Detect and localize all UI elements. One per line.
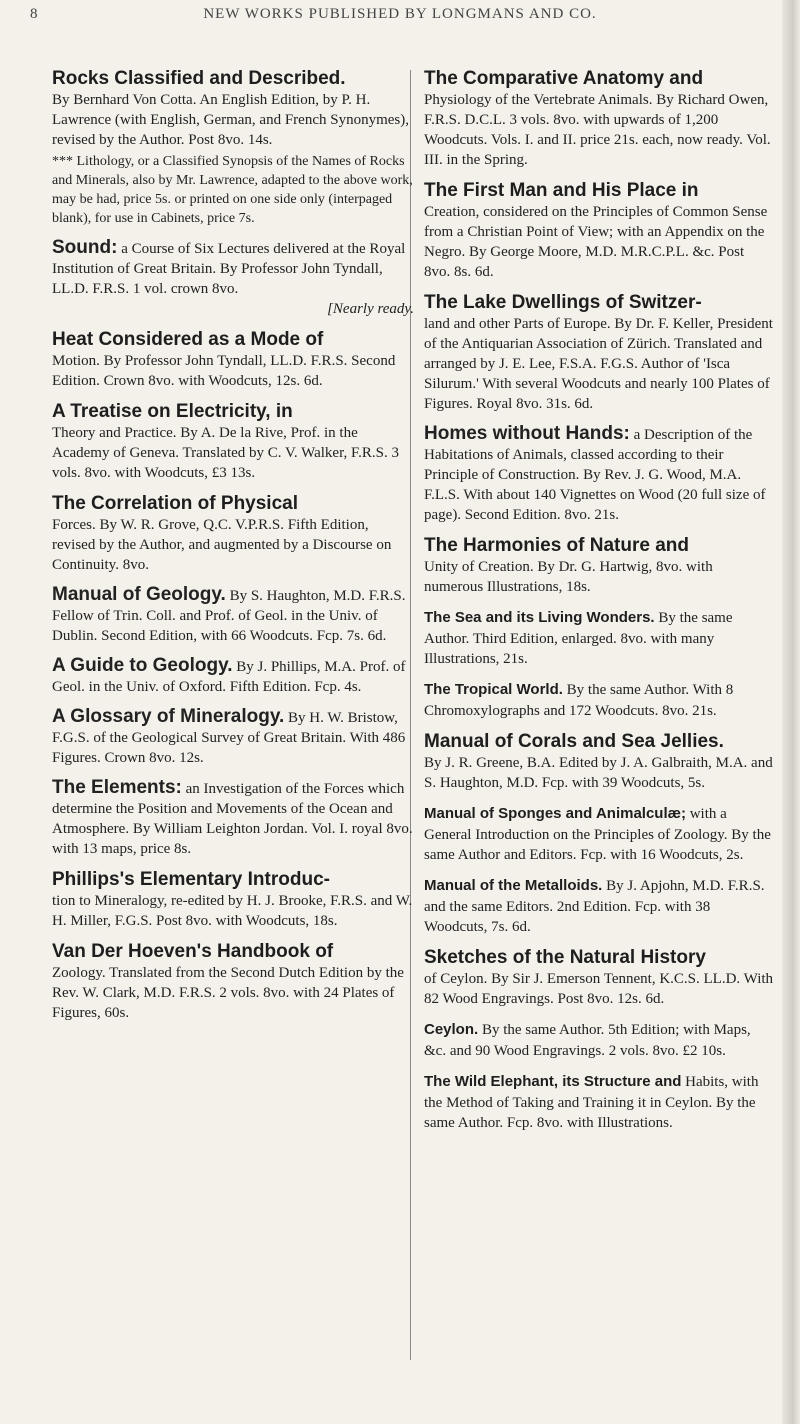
book-entry — [424, 875, 774, 937]
book-title: Phillips's Elementary Introduc- — [52, 869, 330, 890]
book-description: tion to Mineralogy, re-edited by H. J. Brooke, F.R.S. and W. H. Miller, F.G.S. Post 8vo. with Woodcuts, 18s. — [52, 893, 413, 929]
book-title: Homes without Hands: — [424, 423, 630, 444]
running-title: NEW WORKS PUBLISHED BY LONGMANS AND CO. — [203, 6, 597, 22]
book-title: Manual of Corals and Sea Jellies. — [424, 731, 724, 752]
book-description: By J. Phillips, M.A. Prof. of Geol. in the Univ. of Oxford. Fifth Edition. Fcp. 4s. — [52, 659, 406, 695]
book-title: A Guide to Geology. — [52, 655, 233, 676]
book-entry — [424, 292, 774, 414]
book-description: a Description of the Habitations of Animals, classed according to their Principle of Construction. By Rev. J. G. Wood, M.A. F.L.S. With about 140 Vignettes on Wood (20 full size of page). Second Edition. 8vo. 21s. — [424, 427, 766, 523]
book-title: Van Der Hoeven's Handbook of — [52, 941, 334, 962]
book-description: By Bernhard Von Cotta. An English Edition, by P. H. Lawrence (with English, German, and French Synonymes), revised by the Author. Post 8vo. 14s. — [52, 92, 409, 148]
book-entry — [424, 535, 774, 597]
book-description: By J. Apjohn, M.D. F.R.S. and the same Editors. 2nd Edition. Fcp. with 38 Woodcuts, 7s. 6d. — [424, 878, 765, 935]
book-title: Heat Considered as a Mode of — [52, 329, 324, 350]
book-description: a Course of Six Lectures delivered at the Royal Institution of Great Britain. By Professor John Tyndall, LL.D. F.R.S. 1 vol. crown 8vo. — [52, 241, 406, 297]
book-entry — [52, 401, 414, 483]
book-description: land and other Parts of Europe. By Dr. F. Keller, President of the Antiquarian Association of Zürich. Translated and arranged by J. E. Lee, F.S.A. F.G.S. Author of 'Isca Silurum.' With several Woodcuts and nearly 100 Plates of Figures. Royal 8vo. 31s. 6d. — [424, 316, 773, 412]
book-title: A Treatise on Electricity, in — [52, 401, 293, 422]
book-description: Habits, with the Method of Taking and Training it in Ceylon. By the same Author. Fcp. 8vo. with Illustrations. — [424, 1074, 759, 1131]
book-entry — [424, 803, 774, 865]
book-title: The Comparative Anatomy and — [424, 68, 704, 89]
book-entry — [424, 180, 774, 282]
book-description: Theory and Practice. By A. De la Rive, Prof. in the Academy of Geneva. Translated by C. V. Walker, F.R.S. 3 vols. 8vo. with Woodcuts, £3 13s. — [52, 425, 399, 481]
book-title: Manual of the Metalloids. — [424, 877, 603, 894]
book-entry — [424, 607, 774, 669]
book-entry — [52, 238, 414, 319]
book-entry — [52, 707, 414, 768]
book-entry — [52, 493, 414, 575]
book-title: The Lake Dwellings of Switzer- — [424, 292, 702, 313]
book-entry — [424, 68, 774, 170]
book-entry — [52, 869, 414, 931]
page-edge — [782, 0, 800, 1424]
book-entry — [424, 679, 774, 721]
book-description: By J. R. Greene, B.A. Edited by J. A. Galbraith, M.A. and S. Haughton, M.D. Fcp. with 39 Woodcuts, 5s. — [424, 755, 773, 791]
book-title: The Correlation of Physical — [52, 493, 298, 514]
page-number: 8 — [30, 6, 39, 22]
book-description: Unity of Creation. By Dr. G. Hartwig, 8vo. with numerous Illustrations, 18s. — [424, 559, 713, 595]
book-title: The Harmonies of Nature and — [424, 535, 689, 556]
book-description: of Ceylon. By Sir J. Emerson Tennent, K.C.S. LL.D. With 82 Wood Engravings. Post 8vo. 12s. 6d. — [424, 971, 774, 1007]
book-note: *** Lithology, or a Classified Synopsis of the Names of Rocks and Minerals, also by Mr. Lawrence, adapted to the above work, may be had, price 5s. or printed on one side only (interpaged blank), for use in Cabinets, price 7s. — [52, 154, 413, 226]
book-description: Motion. By Professor John Tyndall, LL.D. F.R.S. Second Edition. Crown 8vo. with Woodcuts, 12s. 6d. — [52, 353, 396, 389]
book-description: By H. W. Bristow, F.G.S. of the Geological Survey of Great Britain. With 486 Figures. Crown 8vo. 12s. — [52, 710, 406, 766]
book-title: Rocks Classified and Described. — [52, 68, 346, 89]
book-entry — [424, 731, 774, 793]
book-description: an Investigation of the Forces which determine the Position and Movements of the Ocean and Atmosphere. By William Leighton Jordan. Vol. I. royal 8vo. with 13 maps, price 8s. — [52, 781, 413, 857]
book-entry — [424, 947, 774, 1009]
book-title: The Tropical World. — [424, 681, 563, 698]
page-header — [30, 6, 770, 26]
book-description: By the same Author. 5th Edition; with Maps, &c. and 90 Wood Engravings. 2 vols. 8vo. £2 10s. — [424, 1022, 751, 1059]
book-entry — [52, 68, 414, 228]
book-entry — [52, 585, 414, 646]
book-title: Sound: — [52, 237, 118, 258]
availability-note: [Nearly ready. — [327, 301, 414, 317]
book-entry — [424, 1071, 774, 1133]
book-title: The First Man and His Place in — [424, 180, 699, 201]
book-title: Ceylon. — [424, 1021, 479, 1038]
book-title: The Sea and its Living Wonders. — [424, 609, 655, 626]
book-entry — [52, 656, 414, 697]
left-column — [52, 68, 414, 1033]
book-title: The Wild Elephant, its Structure and — [424, 1073, 682, 1090]
book-title: Manual of Geology. — [52, 584, 226, 605]
book-description: Zoology. Translated from the Second Dutch Edition by the Rev. W. Clark, M.D. F.R.S. 2 vols. 8vo. with 24 Plates of Figures, 60s. — [52, 965, 404, 1021]
right-column — [424, 68, 774, 1143]
book-entry — [424, 424, 774, 525]
book-description: Forces. By W. R. Grove, Q.C. V.P.R.S. Fifth Edition, revised by the Author, and augmented by a Discourse on Continuity. 8vo. — [52, 517, 392, 573]
book-title: The Elements: — [52, 777, 182, 798]
book-description: By the same Author. Third Edition, enlarged. 8vo. with many Illustrations, 21s. — [424, 610, 733, 667]
book-title: Sketches of the Natural History — [424, 947, 706, 968]
book-description: By S. Haughton, M.D. F.R.S. Fellow of Trin. Coll. and Prof. of Geol. in the Univ. of Dublin. Second Edition, with 66 Woodcuts. Fcp. 7s. 6d. — [52, 588, 406, 644]
book-description: Physiology of the Vertebrate Animals. By Richard Owen, F.R.S. D.C.L. 3 vols. 8vo. with upwards of 1,200 Woodcuts. Vols. I. and II. price 21s. each, now ready. Vol. III. in the Spring. — [424, 92, 771, 168]
book-entry — [52, 778, 414, 859]
book-description: with a General Introduction on the Principles of Zoology. By the same Author and Editors. Fcp. with 16 Woodcuts, 2s. — [424, 806, 771, 863]
book-title: A Glossary of Mineralogy. — [52, 706, 285, 727]
book-description: By the same Author. With 8 Chromoxylographs and 172 Woodcuts. 8vo. 21s. — [424, 682, 734, 719]
book-entry — [52, 329, 414, 391]
book-entry — [52, 941, 414, 1023]
book-description: Creation, considered on the Principles of Common Sense from a Christian Point of View; with an Appendix on the Negro. By George Moore, M.D. M.R.C.P.L. &c. Post 8vo. 8s. 6d. — [424, 204, 768, 280]
book-title: Manual of Sponges and Animalculæ; — [424, 805, 686, 822]
book-entry — [424, 1019, 774, 1061]
